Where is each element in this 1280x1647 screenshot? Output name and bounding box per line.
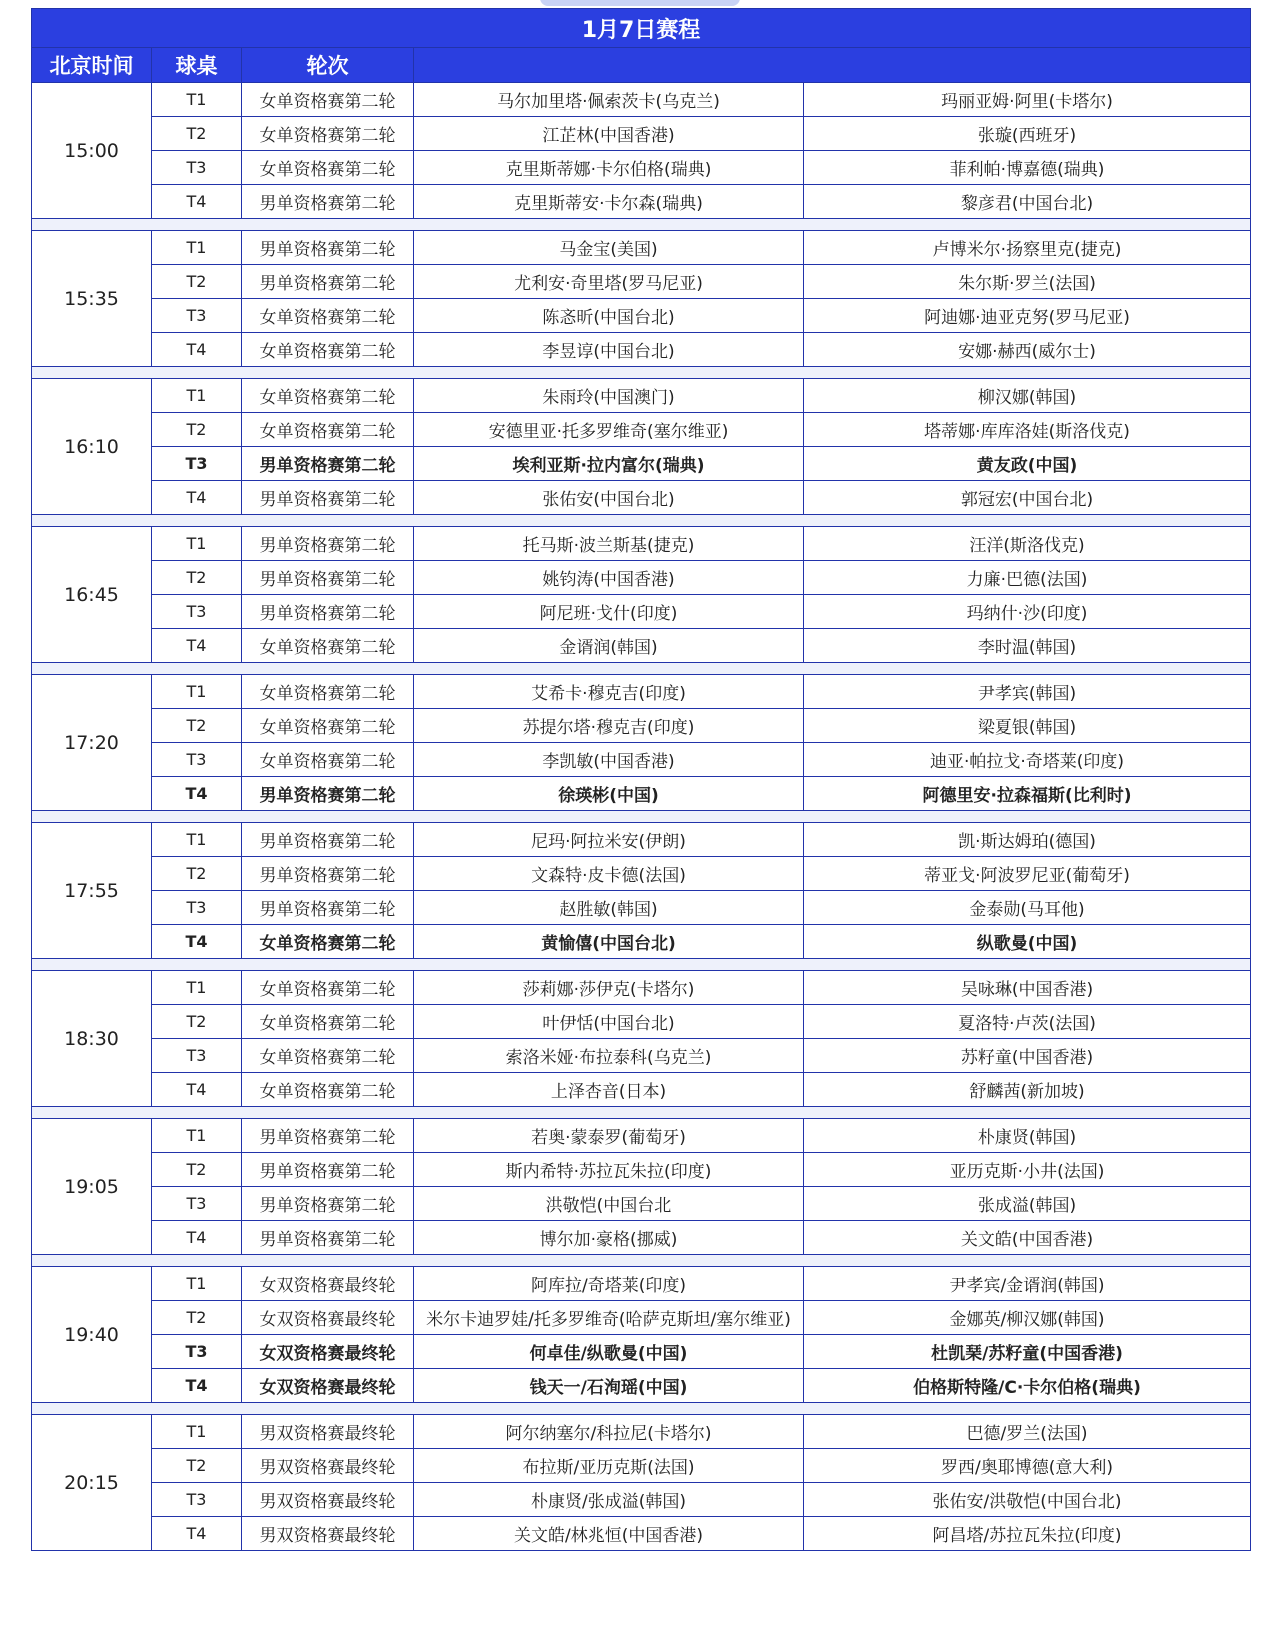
match-row — [32, 971, 1251, 1005]
time-block-separator — [32, 959, 1251, 971]
table-number: T3 — [152, 1483, 242, 1517]
match-row — [32, 1005, 1251, 1039]
match-row — [32, 743, 1251, 777]
player-1: 克里斯蒂娜·卡尔伯格(瑞典) — [414, 151, 804, 185]
match-row — [32, 891, 1251, 925]
table-number: T3 — [152, 1187, 242, 1221]
player-2: 李时温(韩国) — [804, 629, 1251, 663]
time-block-separator — [32, 219, 1251, 231]
round-name: 男单资格赛第二轮 — [242, 891, 414, 925]
round-name: 女单资格赛第二轮 — [242, 413, 414, 447]
player-1: 徐瑛彬(中国) — [414, 777, 804, 811]
time-slot: 17:55 — [32, 823, 152, 959]
player-1: 金谞润(韩国) — [414, 629, 804, 663]
table-number: T1 — [152, 971, 242, 1005]
match-row — [32, 709, 1251, 743]
player-1: 苏提尔塔·穆克吉(印度) — [414, 709, 804, 743]
round-name: 男双资格赛最终轮 — [242, 1483, 414, 1517]
table-number: T2 — [152, 117, 242, 151]
player-2: 舒麟茜(新加坡) — [804, 1073, 1251, 1107]
table-number: T4 — [152, 1073, 242, 1107]
round-name: 男单资格赛第二轮 — [242, 447, 414, 481]
match-row — [32, 333, 1251, 367]
match-row — [32, 151, 1251, 185]
player-2: 阿昌塔/苏拉瓦朱拉(印度) — [804, 1517, 1251, 1551]
player-2: 卢博米尔·扬察里克(捷克) — [804, 231, 1251, 265]
time-block-separator — [32, 663, 1251, 675]
player-2: 伯格斯特隆/C·卡尔伯格(瑞典) — [804, 1369, 1251, 1403]
player-1: 叶伊恬(中国台北) — [414, 1005, 804, 1039]
round-name: 女单资格赛第二轮 — [242, 709, 414, 743]
table-number: T3 — [152, 1335, 242, 1369]
match-row — [32, 1153, 1251, 1187]
player-1: 索洛米娅·布拉泰科(乌克兰) — [414, 1039, 804, 1073]
round-name: 女单资格赛第二轮 — [242, 151, 414, 185]
table-number: T3 — [152, 447, 242, 481]
time-block-separator — [32, 1255, 1251, 1267]
match-row — [32, 1187, 1251, 1221]
match-row — [32, 231, 1251, 265]
round-name: 男单资格赛第二轮 — [242, 777, 414, 811]
table-number: T4 — [152, 333, 242, 367]
player-1: 朴康贤/张成溢(韩国) — [414, 1483, 804, 1517]
player-2: 阿德里安·拉森福斯(比利时) — [804, 777, 1251, 811]
player-1: 阿尔纳塞尔/科拉尼(卡塔尔) — [414, 1415, 804, 1449]
round-name: 女单资格赛第二轮 — [242, 83, 414, 117]
time-slot: 16:45 — [32, 527, 152, 663]
table-number: T2 — [152, 709, 242, 743]
player-1: 尼玛·阿拉米安(伊朗) — [414, 823, 804, 857]
match-row — [32, 1301, 1251, 1335]
time-block-separator — [32, 1403, 1251, 1415]
player-2: 朱尔斯·罗兰(法国) — [804, 265, 1251, 299]
table-number: T3 — [152, 891, 242, 925]
player-1: 斯内希特·苏拉瓦朱拉(印度) — [414, 1153, 804, 1187]
table-number: T1 — [152, 1415, 242, 1449]
match-row — [32, 1483, 1251, 1517]
header-round: 轮次 — [242, 48, 414, 83]
table-number: T4 — [152, 777, 242, 811]
player-2: 苏籽童(中国香港) — [804, 1039, 1251, 1073]
table-number: T4 — [152, 1517, 242, 1551]
player-2: 关文皓(中国香港) — [804, 1221, 1251, 1255]
time-slot: 19:40 — [32, 1267, 152, 1403]
player-2: 尹孝宾(韩国) — [804, 675, 1251, 709]
player-1: 张佑安(中国台北) — [414, 481, 804, 515]
player-1: 安德里亚·托多罗维奇(塞尔维亚) — [414, 413, 804, 447]
table-number: T3 — [152, 743, 242, 777]
match-row — [32, 823, 1251, 857]
time-block-separator — [32, 811, 1251, 823]
player-2: 亚历克斯·小井(法国) — [804, 1153, 1251, 1187]
match-row — [32, 1221, 1251, 1255]
round-name: 男单资格赛第二轮 — [242, 1187, 414, 1221]
match-row — [32, 1449, 1251, 1483]
table-number: T3 — [152, 595, 242, 629]
round-name: 男单资格赛第二轮 — [242, 231, 414, 265]
round-name: 男单资格赛第二轮 — [242, 1119, 414, 1153]
player-1: 若奥·蒙泰罗(葡萄牙) — [414, 1119, 804, 1153]
player-2: 吴咏琳(中国香港) — [804, 971, 1251, 1005]
player-1: 莎莉娜·莎伊克(卡塔尔) — [414, 971, 804, 1005]
match-row — [32, 527, 1251, 561]
match-row — [32, 1073, 1251, 1107]
round-name: 男单资格赛第二轮 — [242, 823, 414, 857]
player-2: 张佑安/洪敬恺(中国台北) — [804, 1483, 1251, 1517]
round-name: 男单资格赛第二轮 — [242, 857, 414, 891]
player-2: 郭冠宏(中国台北) — [804, 481, 1251, 515]
table-number: T2 — [152, 857, 242, 891]
player-1: 阿尼班·戈什(印度) — [414, 595, 804, 629]
player-1: 马金宝(美国) — [414, 231, 804, 265]
player-2: 玛丽亚姆·阿里(卡塔尔) — [804, 83, 1251, 117]
top-decoration — [0, 0, 1280, 8]
player-2: 夏洛特·卢茨(法国) — [804, 1005, 1251, 1039]
time-slot: 19:05 — [32, 1119, 152, 1255]
match-row — [32, 857, 1251, 891]
table-number: T2 — [152, 1301, 242, 1335]
player-2: 罗西/奥耶博德(意大利) — [804, 1449, 1251, 1483]
player-2: 朴康贤(韩国) — [804, 1119, 1251, 1153]
player-2: 玛纳什·沙(印度) — [804, 595, 1251, 629]
time-slot: 15:35 — [32, 231, 152, 367]
round-name: 男双资格赛最终轮 — [242, 1449, 414, 1483]
player-1: 博尔加·豪格(挪威) — [414, 1221, 804, 1255]
round-name: 女单资格赛第二轮 — [242, 333, 414, 367]
round-name: 女单资格赛第二轮 — [242, 379, 414, 413]
match-row — [32, 1415, 1251, 1449]
time-slot: 17:20 — [32, 675, 152, 811]
round-name: 女单资格赛第二轮 — [242, 299, 414, 333]
player-1: 布拉斯/亚历克斯(法国) — [414, 1449, 804, 1483]
player-2: 纵歌曼(中国) — [804, 925, 1251, 959]
player-2: 黎彦君(中国台北) — [804, 185, 1251, 219]
player-2: 蒂亚戈·阿波罗尼亚(葡萄牙) — [804, 857, 1251, 891]
player-2: 柳汉娜(韩国) — [804, 379, 1251, 413]
match-row — [32, 299, 1251, 333]
table-number: T4 — [152, 925, 242, 959]
player-2: 塔蒂娜·库库洛娃(斯洛伐克) — [804, 413, 1251, 447]
round-name: 男单资格赛第二轮 — [242, 1153, 414, 1187]
table-number: T4 — [152, 629, 242, 663]
player-1: 阿库拉/奇塔莱(印度) — [414, 1267, 804, 1301]
player-1: 李昱谆(中国台北) — [414, 333, 804, 367]
table-number: T2 — [152, 1005, 242, 1039]
match-row — [32, 1517, 1251, 1551]
player-2: 力廉·巴德(法国) — [804, 561, 1251, 595]
match-row — [32, 117, 1251, 151]
table-number: T1 — [152, 1267, 242, 1301]
round-name: 女单资格赛第二轮 — [242, 1039, 414, 1073]
header-time: 北京时间 — [32, 48, 152, 83]
player-1: 钱天一/石洵瑶(中国) — [414, 1369, 804, 1403]
player-1: 米尔卡迪罗娃/托多罗维奇(哈萨克斯坦/塞尔维亚) — [414, 1301, 804, 1335]
player-1: 黄愉僖(中国台北) — [414, 925, 804, 959]
match-row — [32, 1267, 1251, 1301]
round-name: 女单资格赛第二轮 — [242, 117, 414, 151]
match-row — [32, 675, 1251, 709]
match-row — [32, 1369, 1251, 1403]
player-2: 张璇(西班牙) — [804, 117, 1251, 151]
round-name: 女单资格赛第二轮 — [242, 629, 414, 663]
table-number: T1 — [152, 527, 242, 561]
player-1: 江芷林(中国香港) — [414, 117, 804, 151]
time-slot: 15:00 — [32, 83, 152, 219]
table-number: T2 — [152, 1449, 242, 1483]
player-2: 金泰勋(马耳他) — [804, 891, 1251, 925]
round-name: 女单资格赛第二轮 — [242, 1073, 414, 1107]
match-row — [32, 185, 1251, 219]
time-block-separator — [32, 367, 1251, 379]
match-row — [32, 595, 1251, 629]
time-slot: 16:10 — [32, 379, 152, 515]
round-name: 女单资格赛第二轮 — [242, 675, 414, 709]
match-row — [32, 447, 1251, 481]
player-2: 巴德/罗兰(法国) — [804, 1415, 1251, 1449]
match-row — [32, 925, 1251, 959]
player-2: 菲利帕·博嘉德(瑞典) — [804, 151, 1251, 185]
table-number: T2 — [152, 265, 242, 299]
match-row — [32, 379, 1251, 413]
table-number: T4 — [152, 1369, 242, 1403]
player-1: 克里斯蒂安·卡尔森(瑞典) — [414, 185, 804, 219]
round-name: 女单资格赛第二轮 — [242, 971, 414, 1005]
player-2: 黄友政(中国) — [804, 447, 1251, 481]
match-row — [32, 1039, 1251, 1073]
round-name: 女双资格赛最终轮 — [242, 1301, 414, 1335]
player-1: 洪敬恺(中国台北 — [414, 1187, 804, 1221]
match-row — [32, 561, 1251, 595]
table-number: T4 — [152, 481, 242, 515]
player-1: 托马斯·波兰斯基(捷克) — [414, 527, 804, 561]
round-name: 女双资格赛最终轮 — [242, 1267, 414, 1301]
table-number: T1 — [152, 675, 242, 709]
time-block-separator — [32, 1107, 1251, 1119]
player-1: 陈忞昕(中国台北) — [414, 299, 804, 333]
table-number: T3 — [152, 1039, 242, 1073]
round-name: 男单资格赛第二轮 — [242, 561, 414, 595]
table-number: T4 — [152, 1221, 242, 1255]
table-number: T4 — [152, 185, 242, 219]
schedule-title: 1月7日赛程 — [32, 9, 1251, 48]
match-row — [32, 265, 1251, 299]
player-1: 姚钧涛(中国香港) — [414, 561, 804, 595]
match-row — [32, 413, 1251, 447]
player-1: 文森特·皮卡德(法国) — [414, 857, 804, 891]
player-1: 尤利安·奇里塔(罗马尼亚) — [414, 265, 804, 299]
match-row — [32, 777, 1251, 811]
header-table: 球桌 — [152, 48, 242, 83]
table-number: T1 — [152, 823, 242, 857]
round-name: 男单资格赛第二轮 — [242, 595, 414, 629]
round-name: 男单资格赛第二轮 — [242, 481, 414, 515]
player-2: 安娜·赫西(威尔士) — [804, 333, 1251, 367]
table-number: T3 — [152, 151, 242, 185]
schedule-table — [31, 8, 1251, 1551]
player-1: 关文皓/林兆恒(中国香港) — [414, 1517, 804, 1551]
player-2: 梁夏银(韩国) — [804, 709, 1251, 743]
player-2: 凯·斯达姆珀(德国) — [804, 823, 1251, 857]
round-name: 男单资格赛第二轮 — [242, 185, 414, 219]
player-2: 尹孝宾/金谞润(韩国) — [804, 1267, 1251, 1301]
table-number: T1 — [152, 379, 242, 413]
player-1: 埃利亚斯·拉内富尔(瑞典) — [414, 447, 804, 481]
player-1: 上泽杏音(日本) — [414, 1073, 804, 1107]
time-slot: 18:30 — [32, 971, 152, 1107]
player-2: 迪亚·帕拉戈·奇塔莱(印度) — [804, 743, 1251, 777]
round-name: 女双资格赛最终轮 — [242, 1369, 414, 1403]
player-1: 何卓佳/纵歌曼(中国) — [414, 1335, 804, 1369]
player-2: 金娜英/柳汉娜(韩国) — [804, 1301, 1251, 1335]
round-name: 男双资格赛最终轮 — [242, 1517, 414, 1551]
time-slot: 20:15 — [32, 1415, 152, 1551]
player-1: 朱雨玲(中国澳门) — [414, 379, 804, 413]
player-1: 李凯敏(中国香港) — [414, 743, 804, 777]
table-number: T2 — [152, 413, 242, 447]
table-number: T1 — [152, 231, 242, 265]
match-row — [32, 1119, 1251, 1153]
round-name: 男单资格赛第二轮 — [242, 527, 414, 561]
table-number: T3 — [152, 299, 242, 333]
match-row — [32, 481, 1251, 515]
player-2: 阿迪娜·迪亚克努(罗马尼亚) — [804, 299, 1251, 333]
round-name: 男双资格赛最终轮 — [242, 1415, 414, 1449]
match-row — [32, 83, 1251, 117]
player-1: 艾希卡·穆克吉(印度) — [414, 675, 804, 709]
player-2: 汪洋(斯洛伐克) — [804, 527, 1251, 561]
round-name: 女单资格赛第二轮 — [242, 925, 414, 959]
match-row — [32, 629, 1251, 663]
player-2: 张成溢(韩国) — [804, 1187, 1251, 1221]
round-name: 男单资格赛第二轮 — [242, 1221, 414, 1255]
time-block-separator — [32, 515, 1251, 527]
round-name: 男单资格赛第二轮 — [242, 265, 414, 299]
round-name: 女单资格赛第二轮 — [242, 1005, 414, 1039]
round-name: 女双资格赛最终轮 — [242, 1335, 414, 1369]
round-name: 女单资格赛第二轮 — [242, 743, 414, 777]
table-number: T2 — [152, 1153, 242, 1187]
player-2: 杜凯琹/苏籽童(中国香港) — [804, 1335, 1251, 1369]
schedule-body — [32, 83, 1251, 1551]
player-1: 赵胜敏(韩国) — [414, 891, 804, 925]
table-number: T1 — [152, 83, 242, 117]
table-number: T1 — [152, 1119, 242, 1153]
header-players — [414, 48, 1251, 83]
match-row — [32, 1335, 1251, 1369]
table-number: T2 — [152, 561, 242, 595]
player-1: 马尔加里塔·佩索茨卡(乌克兰) — [414, 83, 804, 117]
